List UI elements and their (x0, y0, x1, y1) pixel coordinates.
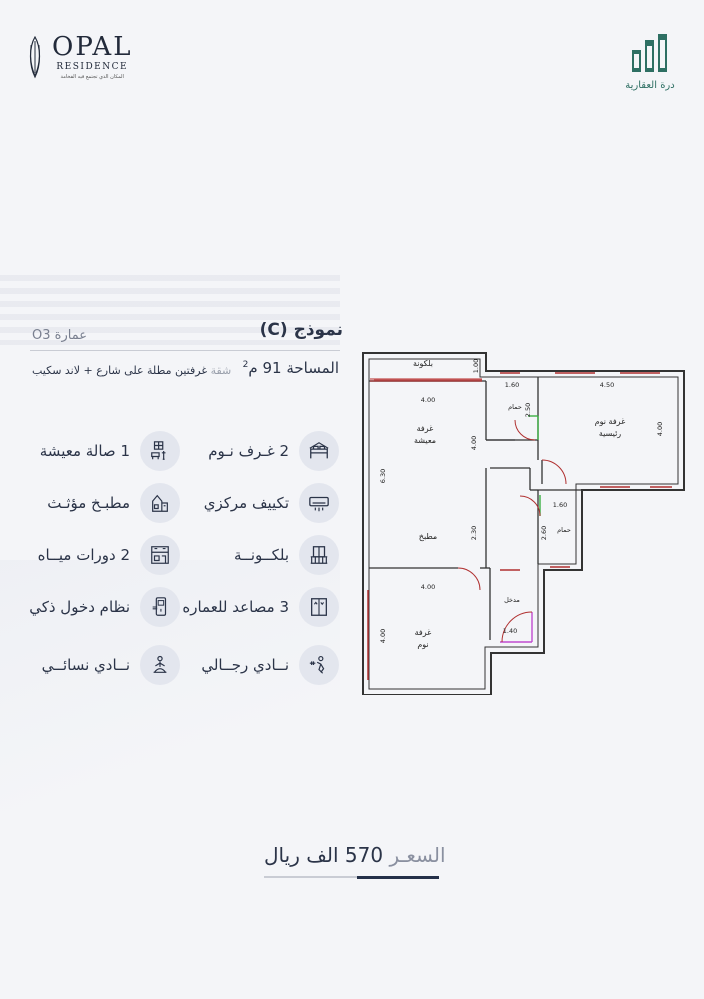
air-conditioner-icon (299, 483, 339, 523)
price-label: السعـر (389, 843, 446, 867)
dim-label: 1.60 (552, 501, 568, 509)
price-underline-accent (357, 876, 439, 879)
feature-living-room (40, 431, 180, 471)
feature-smart-entry (29, 587, 180, 627)
price (264, 843, 446, 867)
floor-plan (360, 350, 692, 695)
elevator-icon (299, 587, 339, 627)
bed-icon (299, 431, 339, 471)
plan-living-label-2: معيشة (414, 436, 436, 445)
area-unit-sup: 2 (242, 360, 249, 370)
plan-bedroom-label-1: غرفة (414, 628, 432, 637)
fitness-icon (299, 645, 339, 685)
dim-label: 2.50 (524, 402, 532, 418)
unit-description (32, 364, 231, 377)
price-value: 570 الف ريال (264, 843, 384, 867)
feature-womens-club (42, 645, 180, 685)
dim-label: 4.00 (470, 435, 478, 451)
model-title: نموذج (C) (259, 320, 343, 340)
dim-label: 4.00 (420, 583, 436, 591)
bathroom-icon (140, 535, 180, 575)
plan-bath1-label: حمام (508, 403, 522, 411)
floor-plan-drawing (360, 350, 692, 695)
feature-text: نــادي رجــالي (201, 656, 289, 674)
dim-label: 1.00 (472, 358, 480, 374)
plan-bedroom-label-2: نوم (417, 640, 429, 649)
dim-label: 4.00 (420, 396, 436, 404)
feature-text: نظام دخول ذكي (29, 598, 130, 616)
plan-kitchen-label: مطبخ (418, 532, 438, 541)
brand-sub: RESIDENCE (56, 62, 129, 72)
living-room-icon (140, 431, 180, 471)
developer-name: درة العقارية (625, 80, 675, 91)
kitchen-icon (140, 483, 180, 523)
feature-kitchen (47, 483, 180, 523)
developer-logo (620, 30, 680, 91)
feature-text: مطبـخ مؤثـث (47, 494, 130, 512)
area-value: 91 م (248, 359, 282, 377)
dim-label: 2.60 (540, 525, 548, 541)
area-info (243, 359, 339, 377)
plan-bath2-label: حمام (557, 526, 571, 534)
feature-elevators (182, 587, 339, 627)
feature-text: بلكــونــة (234, 546, 289, 564)
feature-ac (204, 483, 339, 523)
dim-label: 1.60 (504, 381, 520, 389)
feature-bathrooms (38, 535, 180, 575)
feature-text: 2 غـرف نـوم (208, 442, 289, 460)
opal-leaf-icon (26, 35, 44, 79)
dim-label: 4.00 (656, 421, 664, 437)
dim-label: 1.40 (502, 627, 518, 635)
dim-label: 4.00 (379, 628, 387, 644)
feature-balcony (234, 535, 339, 575)
feature-text: 1 صالة معيشة (39, 442, 130, 460)
opal-logo (26, 34, 132, 80)
brand-name: OPAL (52, 32, 133, 62)
plan-master-label-2: رئيسية (598, 429, 622, 438)
feature-text: 3 مصاعد للعماره (182, 598, 289, 616)
desc-label: شقة (210, 364, 232, 377)
feature-text: نــادي نسائــي (41, 656, 130, 674)
dim-label: 4.50 (599, 381, 615, 389)
header-divider (30, 350, 340, 351)
dim-label: 2.30 (470, 525, 478, 541)
plan-entrance-label: مدخل (504, 596, 520, 604)
plan-living-label-1: غرفة (416, 424, 434, 433)
desc-text: غرفتين مطلة على شارع + لاند سكيب (32, 364, 208, 377)
building-number: عمارة O3 (32, 328, 87, 343)
smart-lock-icon (140, 587, 180, 627)
balcony-icon (299, 535, 339, 575)
plan-balcony-label: بلكونة (413, 359, 433, 368)
brand-tagline: المكان الذي تجتمع فيه الفخامة (60, 74, 124, 80)
feature-text: تكييف مركزي (203, 494, 289, 512)
yoga-icon (140, 645, 180, 685)
plan-master-label-1: غرفة نوم (594, 417, 626, 426)
durra-logo-icon (628, 30, 672, 78)
feature-text: 2 دورات ميــاه (37, 546, 130, 564)
feature-mens-club (201, 645, 339, 685)
area-label: المساحة (286, 359, 339, 377)
feature-bedrooms (208, 431, 339, 471)
dim-label: 6.30 (379, 468, 387, 484)
